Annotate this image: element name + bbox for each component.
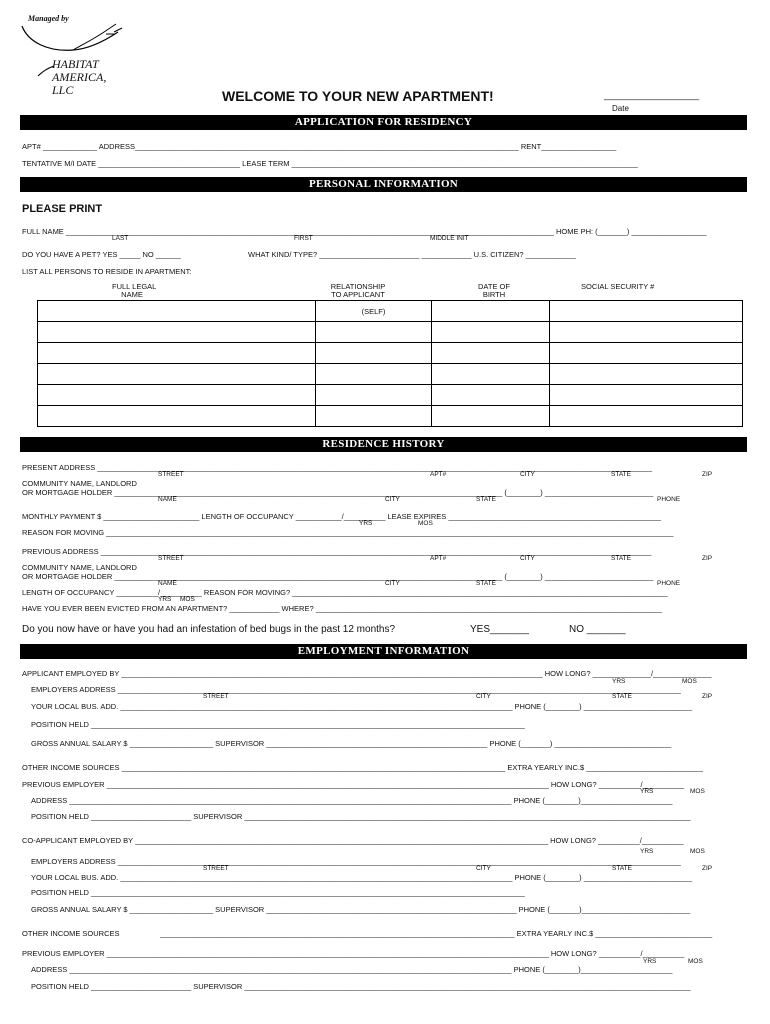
sub-yrs: YRS — [643, 958, 657, 965]
sub-city: CITY — [476, 865, 491, 872]
sub-middle: MIDDLE INIT — [430, 235, 469, 242]
sub-yrs: YRS — [640, 848, 654, 855]
coapplicant-employed-line[interactable]: CO-APPLICANT EMPLOYED BY ___________________________________________________________________________________________________ HOW LONG? __________/__________ — [22, 836, 684, 845]
sub-street: STREET — [158, 555, 184, 562]
sub-mos: MOS — [682, 678, 697, 685]
sub-phone: PHONE — [657, 580, 681, 587]
co-gross-salary-line[interactable]: GROSS ANNUAL SALARY $ ____________________ SUPERVISOR ____________________________________________________________ PHONE (_______)__________________________ — [31, 905, 691, 914]
person-ssn-cell[interactable] — [550, 364, 743, 385]
table-row — [38, 343, 743, 364]
sub-state: STATE — [476, 496, 496, 503]
sub-yrs: YRS — [158, 596, 172, 603]
self-label: (SELF) — [361, 307, 386, 316]
section-residence: RESIDENCE HISTORY — [20, 437, 747, 452]
section-application: APPLICATION FOR RESIDENCY — [20, 115, 747, 130]
sub-mos: MOS — [688, 958, 703, 965]
th-name-2: NAME — [121, 290, 143, 299]
person-name-cell[interactable] — [38, 301, 316, 322]
sub-zip: ZIP — [702, 865, 713, 872]
sub-city: CITY — [385, 580, 400, 587]
bird-wing-icon — [18, 22, 128, 56]
sub-name: NAME — [158, 496, 177, 503]
sub-mos: MOS — [180, 596, 195, 603]
prev-length-reason-line[interactable]: LENGTH OF OCCUPANCY __________/__________ REASON FOR MOVING? __________________________________________________________________________________________ — [22, 588, 668, 597]
th-rel-1: RELATIONSHIP — [330, 282, 386, 291]
co-prev-position-supervisor-line[interactable]: POSITION HELD ________________________ SUPERVISOR ___________________________________________________________________________________________________________ — [31, 982, 691, 991]
sub-mos: MOS — [690, 848, 705, 855]
mortgage-holder-line[interactable]: OR MORTGAGE HOLDER _____________________________________________________________________________________________ (________) __________________________ — [22, 488, 654, 497]
position-held-line[interactable]: POSITION HELD ________________________________________________________________________________________________________ — [31, 720, 525, 729]
person-ssn-cell[interactable] — [550, 301, 743, 322]
sub-state: STATE — [611, 555, 631, 562]
sub-yrs: YRS — [359, 520, 373, 527]
managed-by-label: Managed by — [28, 14, 69, 23]
person-dob-cell[interactable] — [432, 385, 550, 406]
co-previous-employer-line[interactable]: PREVIOUS EMPLOYER __________________________________________________________________________________________________________ HOW LONG? __________/__________ — [22, 949, 685, 958]
employers-address-line[interactable]: EMPLOYERS ADDRESS _______________________________________________________________________________________________________________________________________ — [31, 685, 681, 694]
previous-employer-line[interactable]: PREVIOUS EMPLOYER __________________________________________________________________________________________________________ HOW LONG? __________/__________ — [22, 780, 685, 789]
apt-address-rent-line[interactable]: APT# _____________ ADDRESS____________________________________________________________________________________________ RENT__________________ — [22, 142, 617, 151]
person-dob-cell[interactable] — [432, 364, 550, 385]
th-ssn: SOCIAL SECURITY # — [581, 282, 655, 291]
person-ssn-cell[interactable] — [550, 322, 743, 343]
table-row — [38, 322, 743, 343]
monthly-payment-line[interactable]: MONTHLY PAYMENT $ _______________________ LENGTH OF OCCUPANCY ___________/__________ LEASE EXPIRES ___________________________________________________ — [22, 512, 662, 521]
sub-yrs: YRS — [640, 788, 654, 795]
sub-name: NAME — [158, 580, 177, 587]
sub-street: STREET — [203, 865, 229, 872]
co-other-income-line[interactable]: _____________________________________________________________________________________ EXTRA YEARLY INC.$ ____________________________ — [160, 929, 713, 938]
section-personal: PERSONAL INFORMATION — [20, 177, 747, 192]
sub-state: STATE — [612, 865, 632, 872]
sub-mos: MOS — [690, 788, 705, 795]
bed-bugs-question: Do you now have or have you had an infestation of bed bugs in the past 12 months? — [22, 624, 396, 635]
please-print-label: PLEASE PRINT — [22, 203, 103, 215]
sub-apt: APT# — [430, 555, 447, 562]
reason-moving-line[interactable]: REASON FOR MOVING ________________________________________________________________________________________________________________________________________ — [22, 528, 674, 537]
person-ssn-cell[interactable] — [550, 406, 743, 427]
move-in-lease-term-line[interactable]: TENTATIVE M/I DATE __________________________________ LEASE TERM ___________________________________________________________________________________ — [22, 159, 638, 168]
th-dob-2: BIRTH — [482, 290, 506, 299]
person-dob-cell[interactable] — [432, 343, 550, 364]
previous-address-line[interactable]: PREVIOUS ADDRESS ____________________________________________________________________________________________________________________________________ — [22, 547, 652, 556]
sub-zip: ZIP — [702, 471, 713, 478]
logo-swoosh-icon — [36, 64, 56, 78]
person-name-cell[interactable] — [38, 406, 316, 427]
sub-apt: APT# — [430, 471, 447, 478]
pet-line[interactable]: DO YOU HAVE A PET? YES _____ NO ______ — [22, 250, 181, 259]
gross-salary-line[interactable]: GROSS ANNUAL SALARY $ ____________________ SUPERVISOR _____________________________________________________ PHONE (_______) ____________________________ — [31, 739, 672, 748]
pet-kind-citizen-line[interactable]: WHAT KIND/ TYPE? ________________________ ____________ U.S. CITIZEN? ____________ — [248, 250, 576, 259]
date-label: Date — [612, 104, 629, 113]
person-relationship-cell[interactable] — [315, 364, 432, 385]
full-name-line[interactable]: FULL NAME _____________________________________________________________________________________________________________________ HOME PH: (_______) __________________ — [22, 227, 707, 236]
bed-bugs-no[interactable]: NO _______ — [569, 624, 626, 635]
person-relationship-cell[interactable] — [315, 322, 432, 343]
applicant-employed-line[interactable]: APPLICANT EMPLOYED BY _____________________________________________________________________________________________________ HOW LONG? ______________/______________ — [22, 669, 712, 678]
person-name-cell[interactable] — [38, 364, 316, 385]
prev-position-supervisor-line[interactable]: POSITION HELD ________________________ SUPERVISOR ___________________________________________________________________________________________________________ — [31, 812, 691, 821]
bed-bugs-yes[interactable]: YES_______ — [470, 624, 529, 635]
person-relationship-cell — [315, 301, 432, 322]
page-title: WELCOME TO YOUR NEW APARTMENT! — [222, 88, 494, 104]
sub-street: STREET — [203, 693, 229, 700]
prev-mortgage-holder-line[interactable]: OR MORTGAGE HOLDER _____________________________________________________________________________________________ (________) __________________________ — [22, 572, 654, 581]
table-row — [38, 301, 743, 322]
community-label: COMMUNITY NAME, LANDLORD — [22, 479, 137, 488]
person-dob-cell[interactable] — [432, 322, 550, 343]
list-persons-label: LIST ALL PERSONS TO RESIDE IN APARTMENT: — [22, 267, 192, 276]
table-row — [38, 385, 743, 406]
sub-state: STATE — [611, 471, 631, 478]
other-income-line[interactable]: OTHER INCOME SOURCES ____________________________________________________________________________________________ EXTRA YEARLY INC.$ ____________________________ — [22, 763, 703, 772]
local-bus-line[interactable]: YOUR LOCAL BUS. ADD. ______________________________________________________________________________________________ PHONE (________) __________________________ — [31, 702, 693, 711]
sub-last: LAST — [112, 235, 129, 242]
logo-line-2: AMERICA, — [52, 70, 107, 84]
sub-phone: PHONE — [657, 496, 681, 503]
co-position-held-line[interactable]: POSITION HELD ________________________________________________________________________________________________________ — [31, 888, 525, 897]
co-local-bus-line[interactable]: YOUR LOCAL BUS. ADD. ______________________________________________________________________________________________ PHONE (________) __________________________ — [31, 873, 693, 882]
person-relationship-cell[interactable] — [315, 385, 432, 406]
table-row — [38, 364, 743, 385]
present-address-line[interactable]: PRESENT ADDRESS _____________________________________________________________________________________________________________________________________ — [22, 463, 653, 472]
th-name-1: FULL LEGAL — [112, 282, 157, 291]
person-name-cell[interactable] — [38, 385, 316, 406]
sub-city: CITY — [385, 496, 400, 503]
co-prev-address-line[interactable]: ADDRESS __________________________________________________________________________________________________________ PHONE (________)______________________ — [31, 965, 673, 974]
habitat-america-logo — [18, 14, 148, 100]
sub-city: CITY — [520, 555, 535, 562]
sub-zip: ZIP — [702, 555, 713, 562]
person-ssn-cell[interactable] — [550, 343, 743, 364]
person-name-cell[interactable] — [38, 343, 316, 364]
sub-street: STREET — [158, 471, 184, 478]
person-ssn-cell[interactable] — [550, 385, 743, 406]
co-employers-address-line[interactable]: EMPLOYERS ADDRESS _______________________________________________________________________________________________________________________________________ — [31, 857, 681, 866]
persons-table — [37, 300, 743, 427]
table-row — [38, 406, 743, 427]
person-relationship-cell[interactable] — [315, 406, 432, 427]
sub-first: FIRST — [294, 235, 313, 242]
date-field[interactable]: ___________________ — [604, 90, 700, 100]
evicted-line[interactable]: HAVE YOU EVER BEEN EVICTED FROM AN APARTMENT? ____________ WHERE? ___________________________________________________________________________________ — [22, 604, 662, 613]
person-name-cell[interactable] — [38, 322, 316, 343]
logo-line-1: HABITAT — [52, 57, 99, 71]
logo-line-3: LLC — [52, 83, 74, 97]
person-relationship-cell[interactable] — [315, 343, 432, 364]
sub-state: STATE — [476, 580, 496, 587]
section-employment: EMPLOYMENT INFORMATION — [20, 644, 747, 659]
person-dob-cell[interactable] — [432, 406, 550, 427]
sub-city: CITY — [476, 693, 491, 700]
sub-mos: MOS — [418, 520, 433, 527]
community-label: COMMUNITY NAME, LANDLORD — [22, 563, 137, 572]
sub-yrs: YRS — [612, 678, 626, 685]
sub-zip: ZIP — [702, 693, 713, 700]
th-dob-1: DATE OF — [478, 282, 510, 291]
sub-city: CITY — [520, 471, 535, 478]
person-dob-cell[interactable] — [432, 301, 550, 322]
sub-state: STATE — [612, 693, 632, 700]
th-rel-2: TO APPLICANT — [331, 290, 385, 299]
prev-employer-address-line[interactable]: ADDRESS __________________________________________________________________________________________________________ PHONE (________)______________________ — [31, 796, 673, 805]
co-other-income-label: OTHER INCOME SOURCES — [22, 929, 120, 938]
